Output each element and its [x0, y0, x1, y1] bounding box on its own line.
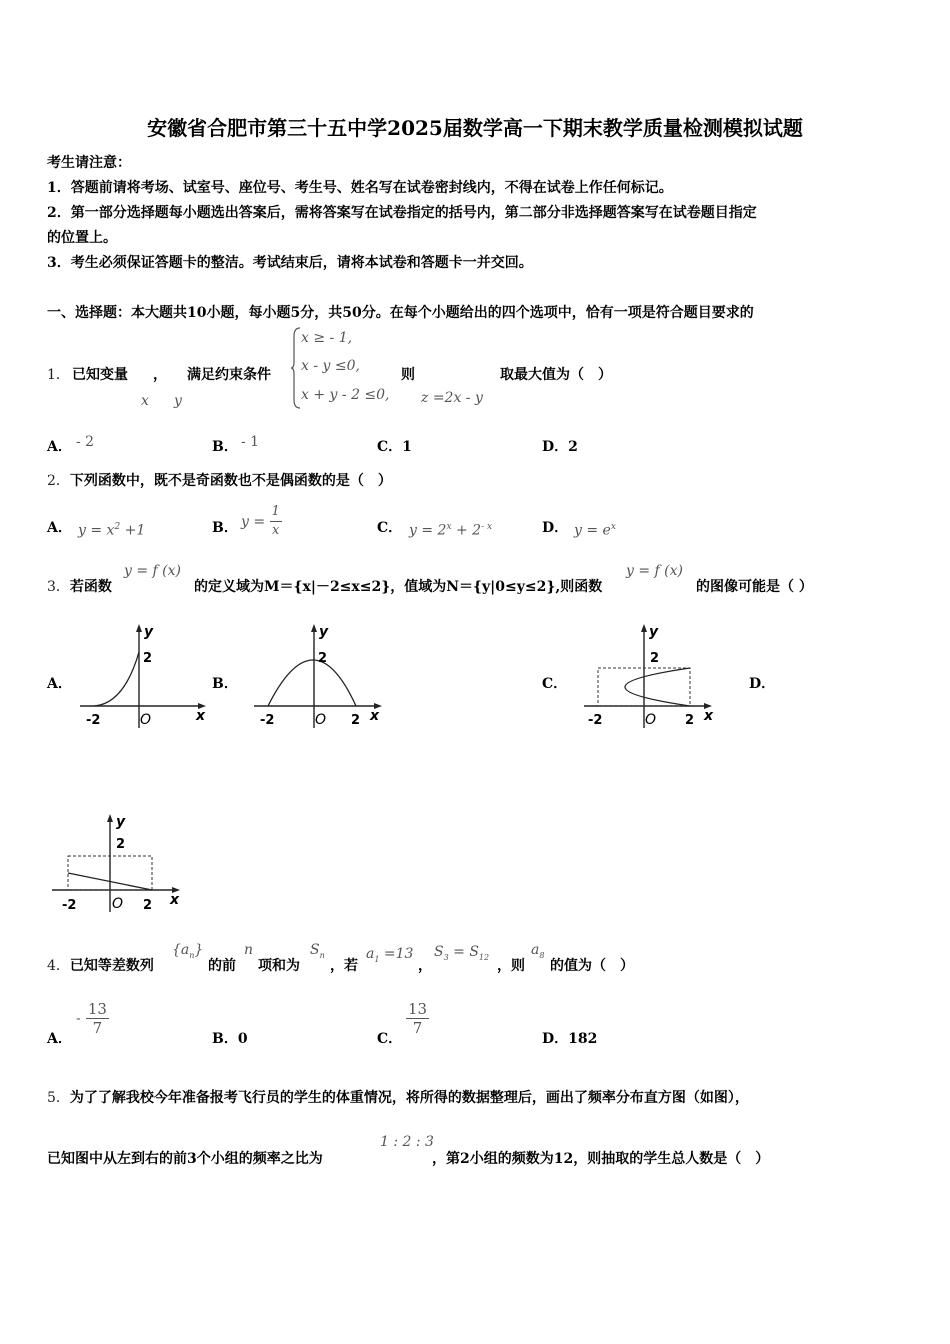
- curve: [625, 668, 690, 706]
- q1-number: 1．: [47, 367, 70, 383]
- q2-b-frac: [270, 503, 282, 540]
- notice-heading: 考生请注意：: [47, 155, 131, 171]
- notice-item-1: 1．答题前请将考场、试室号、座位号、考生号、姓名写在试卷密封线内，不得在试卷上作任何标记。: [47, 180, 673, 196]
- tick-2: 2: [143, 651, 153, 666]
- tick-2x: 2: [351, 713, 361, 728]
- q1-constraint-3: x + y - 2 ≤0,: [301, 387, 390, 403]
- q4-a1: [366, 946, 413, 964]
- q2-option-d[interactable]: [542, 517, 568, 537]
- origin: O: [315, 712, 327, 728]
- q2-option-c[interactable]: [377, 517, 402, 537]
- q2-option-b[interactable]: [212, 517, 238, 537]
- q2-option-d-formula: [574, 522, 616, 539]
- q2-option-a[interactable]: [47, 517, 72, 537]
- curve: [268, 660, 356, 706]
- tick-2: 2: [650, 651, 660, 666]
- q1-option-d-label: D．: [542, 439, 569, 455]
- origin: O: [112, 896, 124, 912]
- q4-a-bot: 7: [92, 1019, 103, 1037]
- q3-fx-1: y = f (x): [124, 563, 181, 579]
- q3-stem-start: [47, 576, 112, 596]
- q4-an-sub: n: [189, 950, 195, 960]
- q2-c-exp1: x: [446, 522, 452, 532]
- q4-stem-start: [47, 955, 154, 975]
- q2-option-a-label: A．: [47, 520, 72, 536]
- q4-an: {a: [172, 942, 190, 958]
- q2-a-lhs: y = x: [78, 522, 115, 539]
- q3-option-b-label[interactable]: B．: [212, 676, 238, 692]
- q4-a8-letter: a: [531, 942, 540, 958]
- q2-c-lhs: y = 2: [409, 522, 447, 539]
- q3-graph-a[interactable]: [76, 622, 216, 732]
- q4-option-c-label[interactable]: C．: [377, 1031, 403, 1047]
- notice-item-3: 3．考生必须保证答题卡的整洁。考试结束后，请将本试卷和答题卡一并交回。: [47, 255, 533, 271]
- q2-option-b-label: B．: [212, 520, 238, 536]
- q1-option-a-value: - 2: [76, 434, 95, 450]
- q3-text1: 若函数: [69, 579, 112, 595]
- tick-neg2: -2: [588, 713, 603, 728]
- q1-text1: 已知变量: [72, 367, 128, 383]
- q1-option-a-label: A．: [47, 439, 72, 455]
- q4-n: n: [244, 942, 254, 958]
- q4-a-top: 13: [87, 1000, 107, 1018]
- q4-text5: ，则: [497, 958, 525, 974]
- x-label: x: [170, 892, 180, 908]
- q3-option-a-label[interactable]: A．: [47, 676, 72, 692]
- q1-option-d[interactable]: [542, 436, 578, 456]
- q1-text3: 则: [401, 367, 415, 383]
- q5-line-1: [47, 1087, 749, 1107]
- q2-a-exp: 2: [114, 522, 121, 532]
- q4-sn-sub: n: [319, 950, 325, 960]
- q2-option-c-label: C．: [377, 520, 403, 536]
- q1-sep: ，: [153, 367, 167, 383]
- q2-b-lhs: y =: [241, 513, 266, 530]
- q4-a1-letter: a: [366, 946, 375, 962]
- q4-c-bot: 7: [412, 1019, 423, 1037]
- q4-text3: 项和为: [258, 958, 300, 974]
- y-label: y: [144, 624, 154, 640]
- q1-var-y: y: [174, 393, 182, 409]
- q4-option-b-label: B．: [212, 1031, 238, 1047]
- q4-number: 4．: [47, 958, 70, 974]
- notice-item-2a: 2．第一部分选择题每小题选出答案后，需将答案写在试卷指定的括号内，第二部分非选择题答案写在试卷题目指定: [47, 205, 757, 221]
- y-label: y: [649, 624, 659, 640]
- q2-option-a-formula: [78, 522, 145, 539]
- q2-stem: [47, 470, 392, 490]
- q2-b-bot: x: [272, 523, 280, 538]
- q1-constraint-2: x - y ≤0,: [301, 358, 360, 374]
- q4-option-d[interactable]: [542, 1028, 597, 1048]
- q4-text1: 已知等差数列: [69, 958, 154, 974]
- q4-a-frac: [86, 1000, 109, 1037]
- y-label: y: [319, 624, 329, 640]
- q2-option-b-formula: [241, 503, 282, 540]
- tick-2: 2: [116, 837, 126, 852]
- notice-item-2b: 的位置上。: [47, 230, 117, 246]
- q4-a8-sub: 8: [539, 950, 545, 960]
- q4-option-d-label: D．: [542, 1031, 569, 1047]
- section-heading: 一、选择题：本大题共10小题，每小题5分，共50分。在每个小题给出的四个选项中，恰有一项是符合题目要求的: [47, 305, 754, 321]
- y-arrow: [311, 624, 317, 632]
- q4-an-close: }: [194, 942, 204, 958]
- q3-number: 3．: [47, 579, 70, 595]
- tick-2x: 2: [143, 898, 153, 913]
- x-label: x: [704, 708, 714, 724]
- x-label: x: [196, 708, 206, 724]
- q1-option-a[interactable]: [47, 436, 72, 456]
- y-label: y: [116, 814, 126, 830]
- q4-s3-s12: [434, 944, 489, 962]
- y-arrow: [136, 624, 142, 632]
- q2-option-c-formula: [409, 522, 492, 539]
- q1-option-b[interactable]: [212, 436, 238, 456]
- q5-number: 5．: [47, 1090, 70, 1106]
- origin: O: [140, 712, 152, 728]
- q2-text: 下列函数中，既不是奇函数也不是偶函数的是（ ）: [69, 473, 392, 489]
- tick-neg2: -2: [62, 898, 77, 913]
- tick-2: 2: [318, 651, 328, 666]
- q4-option-a-label[interactable]: A．: [47, 1031, 72, 1047]
- q1-option-b-label: B．: [212, 439, 238, 455]
- q1-option-b-value: - 1: [241, 434, 260, 450]
- q4-text2: 的前: [208, 958, 236, 974]
- q4-a1-sub: 1: [374, 954, 380, 964]
- q1-objective: z =2x - y: [421, 390, 483, 406]
- q3-graph-d[interactable]: [48, 812, 188, 922]
- page-title: 安徽省合肥市第三十五中学2025届数学高一下期末教学质量检测模拟试题: [147, 116, 803, 140]
- q1-text2: 满足约束条件: [187, 367, 271, 383]
- tick-neg2: -2: [86, 713, 101, 728]
- q4-s12-sub: 12: [478, 952, 490, 962]
- q4-sequence: [172, 942, 203, 960]
- q4-s3-letter: S: [434, 944, 444, 960]
- q2-number: 2．: [47, 473, 70, 489]
- q4-option-d-value: 182: [568, 1031, 598, 1047]
- q1-text4: 取最大值为（ ）: [500, 367, 612, 383]
- q2-d-lhs: y = e: [574, 522, 611, 539]
- tick-neg2: -2: [260, 713, 275, 728]
- q5-ratio: 1 : 2 : 3: [380, 1134, 434, 1150]
- q4-a1-val: =13: [379, 946, 414, 962]
- q4-comma: ，: [418, 958, 432, 974]
- q4-option-c-value: [406, 1000, 429, 1037]
- origin: O: [645, 712, 657, 728]
- q2-a-rhs: +1: [120, 522, 146, 539]
- q1-option-d-value: 2: [568, 439, 578, 455]
- q3-graph-b[interactable]: [250, 622, 390, 732]
- q3-option-c-label[interactable]: C．: [542, 676, 568, 692]
- q4-text6: 的值为（ ）: [550, 958, 634, 974]
- q4-sn-letter: S: [310, 942, 320, 958]
- q4-sn: [310, 942, 325, 960]
- q4-c-frac: [406, 1000, 429, 1037]
- q1-stem: [47, 364, 70, 384]
- q2-d-exp: x: [610, 522, 616, 532]
- q1-constraint-1: x ≥ - 1,: [301, 330, 353, 346]
- q4-text4: ，若: [330, 958, 358, 974]
- q1-option-c-label: C．: [377, 439, 403, 455]
- q4-a-sign: -: [76, 1010, 81, 1027]
- q2-option-d-label: D．: [542, 520, 569, 536]
- q3-text3: 的图像可能是（ ）: [696, 579, 813, 595]
- q2-c-exp2: - x: [481, 522, 493, 532]
- q4-option-b[interactable]: [212, 1028, 248, 1048]
- curve: [94, 652, 139, 706]
- y-arrow: [641, 624, 647, 632]
- tick-2x: 2: [685, 713, 695, 728]
- q1-option-c-value: 1: [402, 439, 412, 455]
- q5-text1: 为了了解我校今年准备报考飞行员的学生的体重情况，将所得的数据整理后，画出了频率分布直方图（如图），: [69, 1090, 749, 1106]
- q4-s3-eq: = S: [448, 944, 479, 960]
- q5-text2: 已知图中从左到右的前3个小组的频率之比为: [47, 1151, 323, 1167]
- x-label: x: [370, 708, 380, 724]
- y-arrow: [107, 814, 113, 822]
- q5-text3: ，第2小组的频数为12，则抽取的学生总人数是（ ）: [432, 1151, 770, 1167]
- q3-fx-2: y = f (x): [626, 563, 683, 579]
- q4-a8: [531, 942, 544, 960]
- q4-option-b-value: 0: [237, 1031, 248, 1047]
- q3-graph-c[interactable]: [580, 622, 720, 732]
- q1-option-c[interactable]: [377, 436, 412, 456]
- q1-var-x: x: [141, 393, 149, 409]
- q2-c-mid: + 2: [451, 522, 482, 539]
- q2-b-top: 1: [270, 503, 282, 522]
- q4-s3-sub: 3: [443, 952, 449, 962]
- q3-text2: 的定义域为M＝{x|－2≤x≤2}，值域为N＝{y|0≤y≤2},则函数: [194, 579, 603, 595]
- q4-c-top: 13: [408, 1000, 428, 1018]
- q3-option-d-label[interactable]: D．: [749, 676, 776, 692]
- q4-option-a-value: [76, 1000, 109, 1037]
